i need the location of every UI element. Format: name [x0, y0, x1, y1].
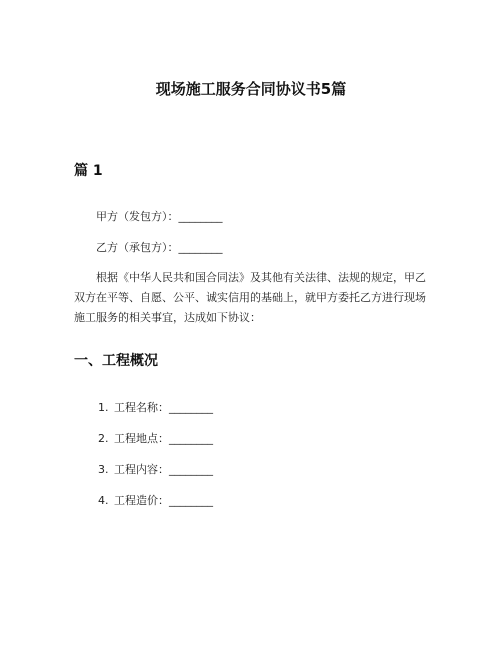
list-item-number: 1. [98, 401, 109, 414]
intro-paragraph: 根据《中华人民共和国合同法》及其他有关法律、法规的规定，甲乙双方在平等、自愿、公平、诚实信用的基础上，就甲方委托乙方进行现场施工服务的相关事宜，达成如下协议： [74, 271, 426, 324]
list-item [98, 460, 213, 491]
list-item [98, 398, 213, 429]
document-title: 现场施工服务合同协议书5篇 [155, 80, 347, 98]
party-b-line: 乙方（承包方）：________ [96, 241, 223, 254]
list-item-text: 工程名称：________ [114, 401, 213, 414]
list-item-text: 工程地点：________ [114, 432, 213, 445]
list-item [98, 491, 213, 522]
project-overview-list [98, 398, 213, 522]
list-item-text: 工程内容：________ [114, 463, 213, 476]
party-a-line: 甲方（发包方）：________ [96, 210, 223, 223]
part-heading: 篇 1 [74, 163, 103, 179]
section-heading: 一、工程概况 [74, 353, 158, 369]
list-item-number: 3. [98, 463, 109, 476]
list-item-number: 2. [98, 432, 109, 445]
list-item-number: 4. [98, 494, 109, 507]
list-item [98, 429, 213, 460]
list-item-text: 工程造价：________ [114, 494, 213, 507]
